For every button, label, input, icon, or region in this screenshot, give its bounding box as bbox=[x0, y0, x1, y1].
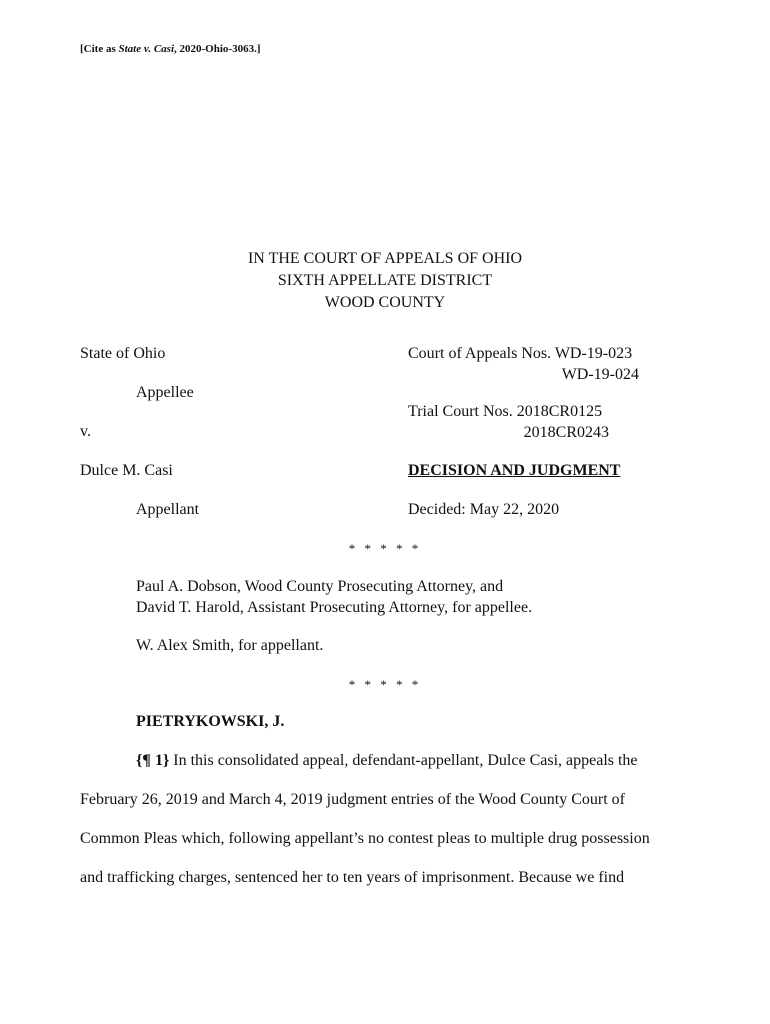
citation-case-name: State v. Casi bbox=[118, 43, 175, 55]
opinion-line-1 bbox=[136, 752, 638, 770]
party2-name: Dulce M. Casi bbox=[80, 462, 173, 479]
trial-case-numbers: Trial Court Nos. 2018CR0125 bbox=[408, 403, 603, 420]
separator-top: * * * * * bbox=[348, 541, 422, 556]
party2-role: Appellant bbox=[136, 501, 200, 518]
appeals-case-number-2: WD-19-024 bbox=[561, 366, 639, 383]
decision-title: DECISION AND JUDGMENT bbox=[408, 462, 621, 479]
opinion-line-3: Common Pleas which, following appellant’s no contest pleas to multiple drug possession bbox=[80, 830, 650, 847]
versus: v. bbox=[80, 423, 91, 440]
trial-case-number-2: 2018CR0243 bbox=[523, 424, 609, 441]
citation-prefix: [Cite as bbox=[80, 43, 119, 55]
counsel-line-1: Paul A. Dobson, Wood County Prosecuting Attorney, and bbox=[136, 578, 504, 595]
decided-date: Decided: May 22, 2020 bbox=[408, 501, 560, 518]
counsel-line-3: W. Alex Smith, for appellant. bbox=[136, 637, 324, 654]
opinion-line-1-text: In this consolidated appeal, defendant-appellant, Dulce Casi, appeals the bbox=[169, 752, 638, 769]
opinion-line-2: February 26, 2019 and March 4, 2019 judgment entries of the Wood County Court of bbox=[80, 791, 625, 808]
counsel-line-2: David T. Harold, Assistant Prosecuting Attorney, for appellee. bbox=[136, 599, 533, 616]
court-name: IN THE COURT OF APPEALS OF OHIO bbox=[247, 250, 523, 267]
opinion-line-4: and trafficking charges, sentenced her to ten years of imprisonment. Because we find bbox=[80, 869, 625, 886]
citation-suffix: , 2020-Ohio-3063.] bbox=[174, 43, 261, 55]
court-header bbox=[0, 248, 770, 314]
court-county: WOOD COUNTY bbox=[324, 294, 446, 311]
court-district: SIXTH APPELLATE DISTRICT bbox=[277, 272, 493, 289]
party1-name: State of Ohio bbox=[80, 345, 166, 362]
judge-name: PIETRYKOWSKI, J. bbox=[136, 713, 285, 730]
appeals-case-numbers: Court of Appeals Nos. WD-19-023 bbox=[408, 345, 633, 362]
separator-bottom: * * * * * bbox=[348, 677, 422, 692]
paragraph-mark: {¶ 1} bbox=[136, 752, 170, 769]
party1-role: Appellee bbox=[136, 384, 194, 401]
citation-header bbox=[80, 43, 261, 55]
